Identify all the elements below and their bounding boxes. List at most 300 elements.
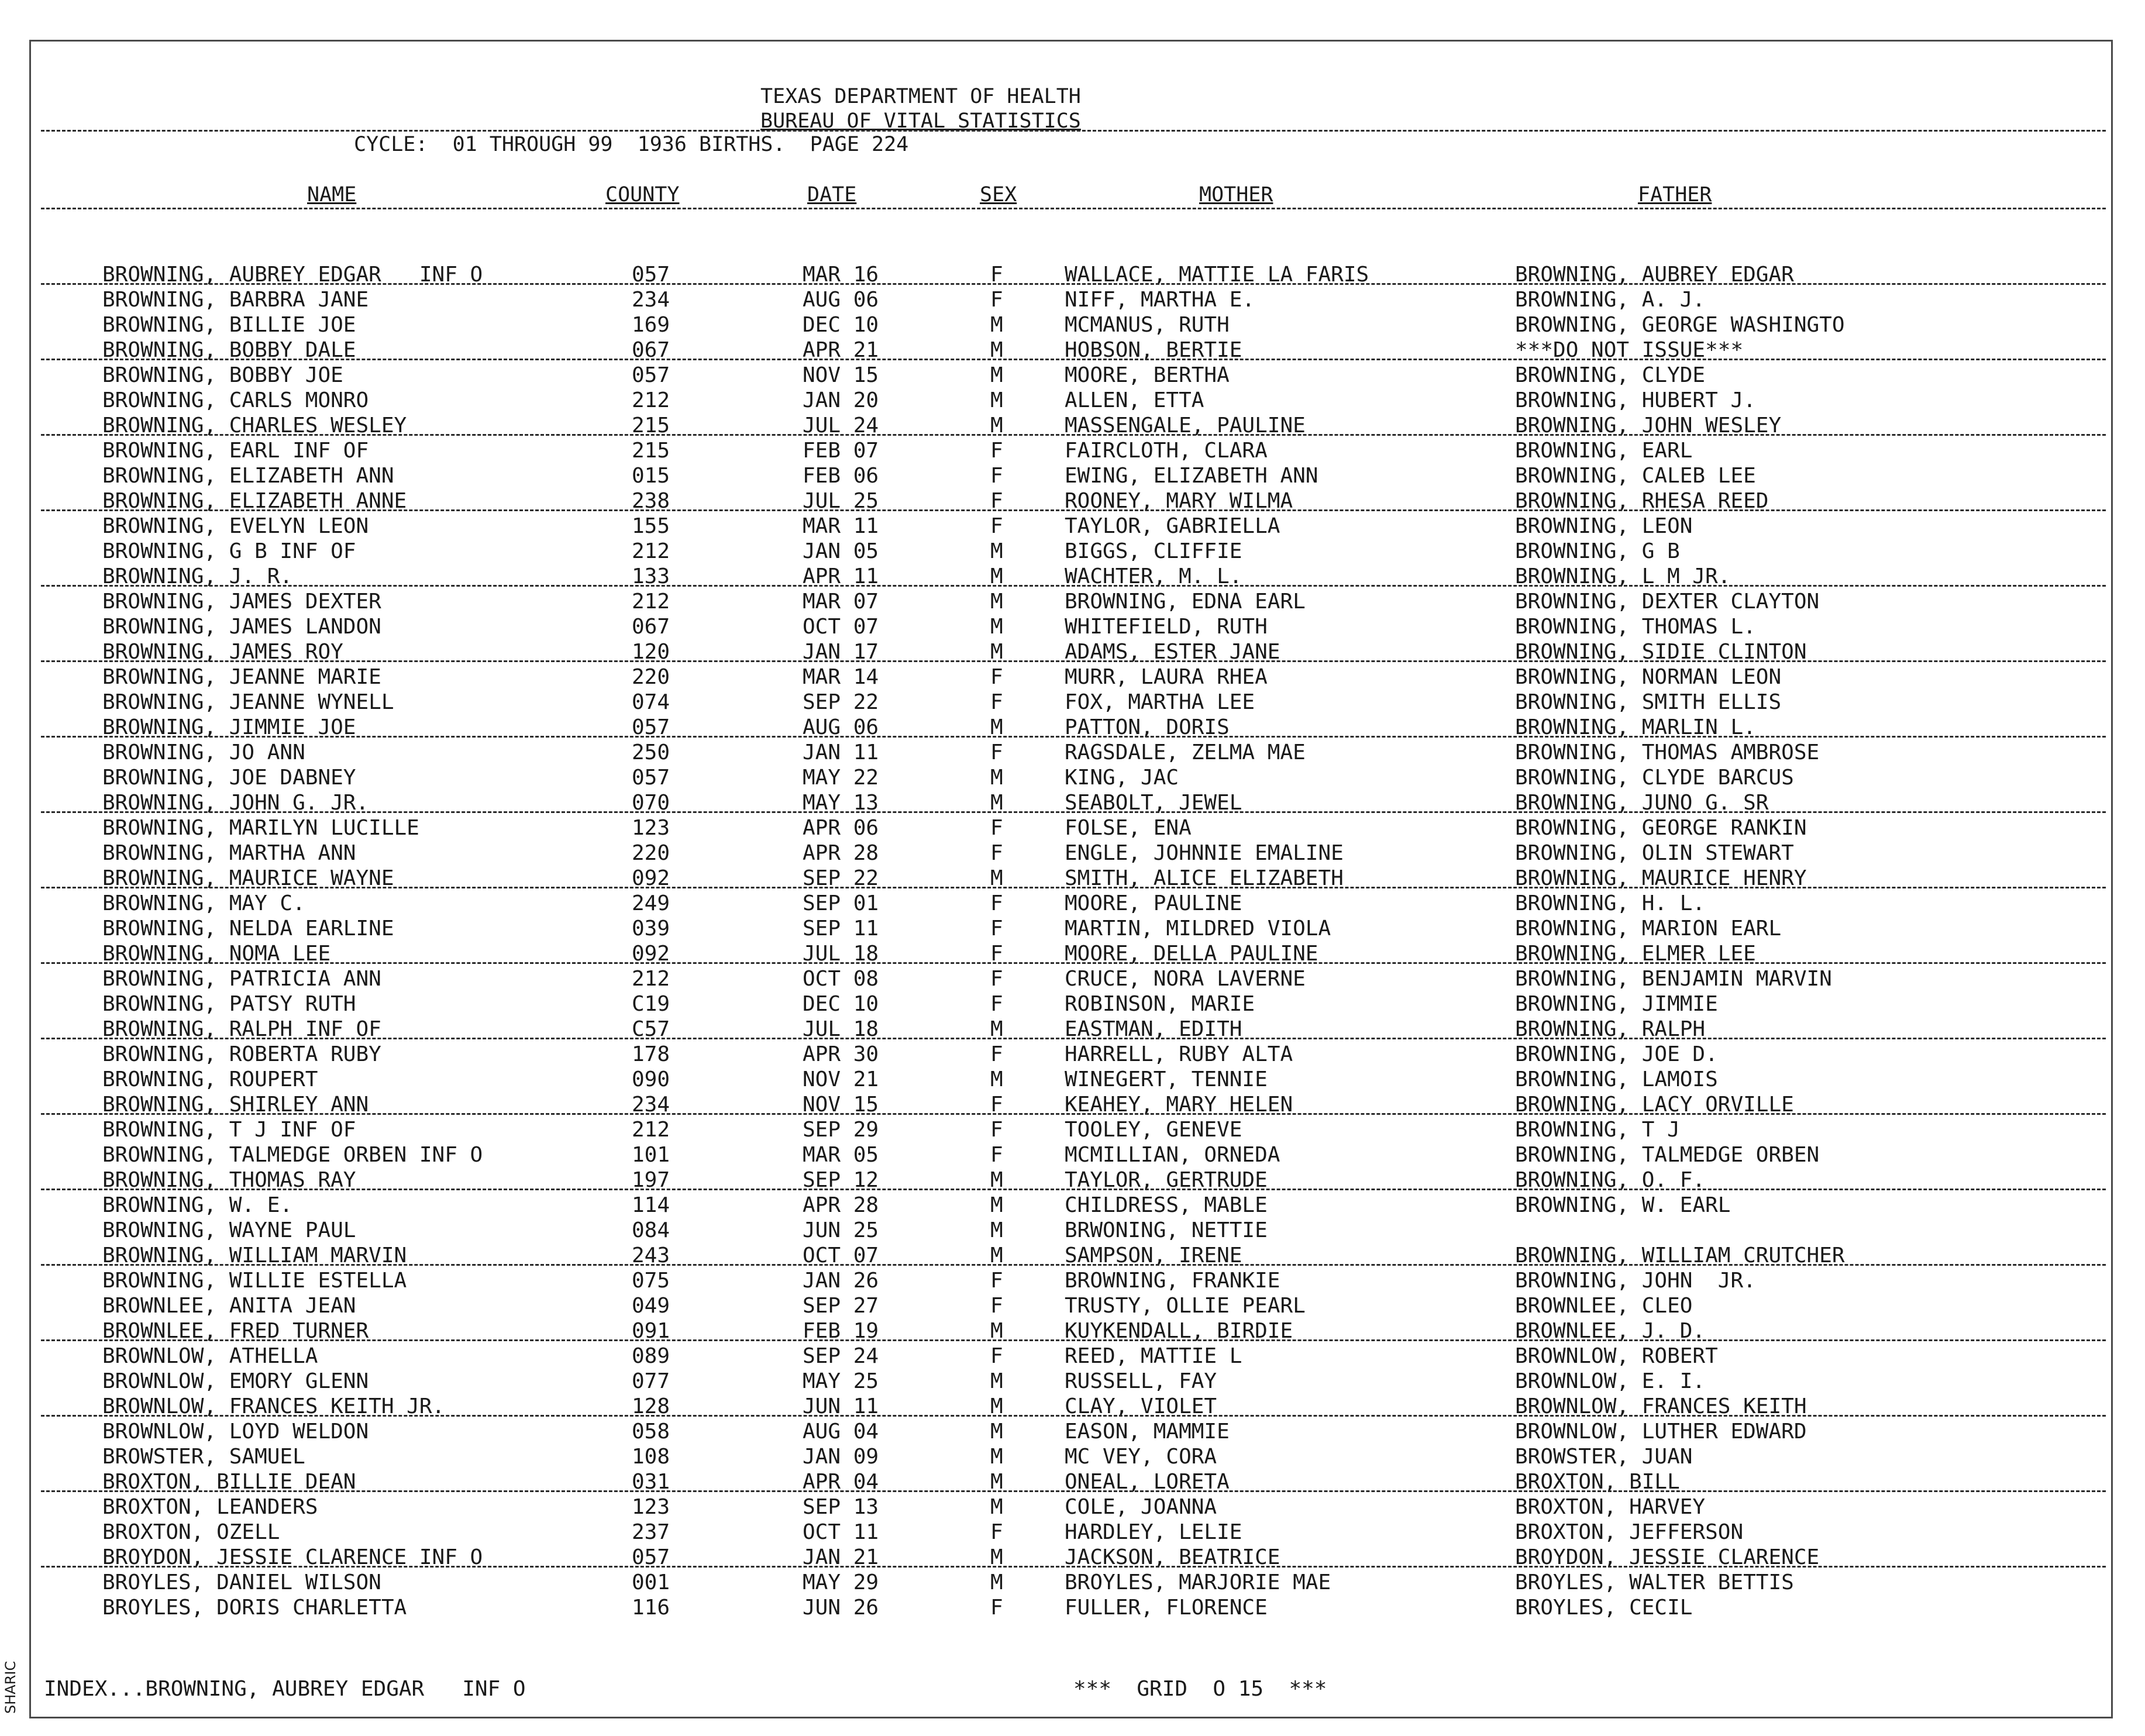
- table-row: [0, 287, 2145, 312]
- table-row: [0, 991, 2145, 1017]
- cell-name: BROWNING, PATSY RUTH: [102, 992, 356, 1016]
- cell-name: BROWNING, BILLIE JOE: [102, 313, 356, 337]
- table-row: [0, 589, 2145, 614]
- cell-sex: F: [990, 1344, 1003, 1368]
- column-header-sex: SEX: [980, 183, 1017, 206]
- cell-date: APR 28: [803, 1193, 879, 1217]
- cell-date: JAN 26: [803, 1269, 879, 1293]
- cell-county: 237: [632, 1520, 670, 1544]
- cell-sex: M: [990, 564, 1003, 588]
- table-row: [0, 1444, 2145, 1469]
- row-separator: [41, 283, 2106, 285]
- cell-sex: M: [990, 1017, 1003, 1041]
- cell-county: 123: [632, 1495, 670, 1519]
- table-row: [0, 539, 2145, 564]
- cell-county: 075: [632, 1269, 670, 1293]
- cell-county: 215: [632, 414, 670, 438]
- cell-date: SEP 01: [803, 891, 879, 915]
- cell-date: JUN 25: [803, 1218, 879, 1242]
- cell-name: BROWNING, T J INF OF: [102, 1118, 356, 1142]
- cell-father: BROWNLOW, E. I.: [1515, 1369, 1706, 1393]
- cell-mother: KING, JAC: [1065, 766, 1179, 790]
- cell-date: MAR 14: [803, 665, 879, 689]
- cell-date: NOV 21: [803, 1067, 879, 1091]
- cell-county: 015: [632, 464, 670, 488]
- cell-father: BROWNING, SMITH ELLIS: [1515, 690, 1782, 714]
- cell-county: 070: [632, 791, 670, 815]
- cell-sex: F: [990, 1118, 1003, 1142]
- table-row: [0, 438, 2145, 463]
- cell-mother: RUSSELL, FAY: [1065, 1369, 1217, 1393]
- table-row: [0, 1595, 2145, 1620]
- cell-date: APR 21: [803, 338, 879, 362]
- cell-sex: M: [990, 615, 1003, 639]
- cell-name: BROWNING, EARL INF OF: [102, 439, 369, 463]
- cell-date: OCT 07: [803, 615, 879, 639]
- header-department: TEXAS DEPARTMENT OF HEALTH: [760, 85, 1081, 108]
- cell-sex: F: [990, 1294, 1003, 1318]
- table-row: [0, 1369, 2145, 1394]
- row-separator: [41, 1339, 2106, 1341]
- cell-county: 057: [632, 363, 670, 387]
- cell-name: BROWNING, MAY C.: [102, 891, 305, 915]
- cell-father: BROWNING, WILLIAM CRUTCHER: [1515, 1244, 1845, 1267]
- cell-father: BROWNING, JOHN JR.: [1515, 1269, 1756, 1293]
- cell-mother: MCMILLIAN, ORNEDA: [1065, 1143, 1280, 1167]
- cell-sex: M: [990, 388, 1003, 412]
- cell-father: BROWNLEE, J. D.: [1515, 1319, 1706, 1343]
- cell-father: BROWNING, G B: [1515, 539, 1680, 563]
- cell-sex: M: [990, 1495, 1003, 1519]
- cell-name: BROWNING, TALMEDGE ORBEN INF O: [102, 1143, 483, 1167]
- row-separator: [41, 1264, 2106, 1266]
- cell-county: 092: [632, 942, 670, 966]
- cell-mother: ROONEY, MARY WILMA: [1065, 489, 1293, 513]
- cell-mother: PATTON, DORIS: [1065, 715, 1230, 739]
- cell-county: 212: [632, 590, 670, 614]
- cell-mother: TAYLOR, GERTRUDE: [1065, 1168, 1268, 1192]
- cell-name: BROYLES, DORIS CHARLETTA: [102, 1596, 407, 1620]
- cell-mother: ADAMS, ESTER JANE: [1065, 640, 1280, 664]
- cell-sex: F: [990, 740, 1003, 764]
- cell-date: APR 30: [803, 1042, 879, 1066]
- cell-name: BROWNING, WILLIAM MARVIN: [102, 1244, 407, 1267]
- cell-name: BROWNLOW, ATHELLA: [102, 1344, 318, 1368]
- cell-date: JUN 26: [803, 1596, 879, 1620]
- cell-date: DEC 10: [803, 992, 879, 1016]
- cell-father: BROWNING, BENJAMIN MARVIN: [1515, 967, 1832, 991]
- cell-name: BROWNING, ELIZABETH ANNE: [102, 489, 407, 513]
- cell-mother: FOX, MARTHA LEE: [1065, 690, 1255, 714]
- cell-date: JAN 17: [803, 640, 879, 664]
- cell-mother: BROYLES, MARJORIE MAE: [1065, 1570, 1331, 1594]
- cell-name: BROWNING, JOE DABNEY: [102, 766, 356, 790]
- cell-mother: WHITEFIELD, RUTH: [1065, 615, 1268, 639]
- cell-sex: M: [990, 1244, 1003, 1267]
- row-separator: [41, 736, 2106, 738]
- cell-county: 057: [632, 263, 670, 287]
- cell-name: BROWNING, AUBREY EDGAR INF O: [102, 263, 483, 287]
- cell-father: BROWNING, LAMOIS: [1515, 1067, 1718, 1091]
- cell-father: BROWNING, RALPH: [1515, 1017, 1706, 1041]
- cell-father: BROWNING, JIMMIE: [1515, 992, 1718, 1016]
- cell-mother: HARRELL, RUBY ALTA: [1065, 1042, 1293, 1066]
- cell-mother: MURR, LAURA RHEA: [1065, 665, 1268, 689]
- cell-mother: EASON, MAMMIE: [1065, 1420, 1230, 1444]
- cell-sex: F: [990, 917, 1003, 941]
- cell-sex: M: [990, 1067, 1003, 1091]
- cell-county: 084: [632, 1218, 670, 1242]
- cell-county: 178: [632, 1042, 670, 1066]
- cell-father: BROWNING, EARL: [1515, 439, 1693, 463]
- cell-mother: FULLER, FLORENCE: [1065, 1596, 1268, 1620]
- cell-county: 212: [632, 388, 670, 412]
- cell-mother: ROBINSON, MARIE: [1065, 992, 1255, 1016]
- cell-county: 197: [632, 1168, 670, 1192]
- table-row: [0, 765, 2145, 790]
- row-separator: [41, 811, 2106, 813]
- cell-mother: HARDLEY, LELIE: [1065, 1520, 1242, 1544]
- cell-county: 155: [632, 514, 670, 538]
- cell-name: BROWNING, WILLIE ESTELLA: [102, 1269, 407, 1293]
- cell-father: BROWNING, MARION EARL: [1515, 917, 1782, 941]
- cell-mother: SAMPSON, IRENE: [1065, 1244, 1242, 1267]
- cell-sex: M: [990, 640, 1003, 664]
- cell-county: 031: [632, 1470, 670, 1494]
- cell-mother: CLAY, VIOLET: [1065, 1394, 1217, 1418]
- cell-date: AUG 06: [803, 288, 879, 312]
- cell-sex: F: [990, 1093, 1003, 1117]
- cell-county: 049: [632, 1294, 670, 1318]
- cell-father: BROXTON, JEFFERSON: [1515, 1520, 1744, 1544]
- cell-father: BROWNING, CLYDE: [1515, 363, 1706, 387]
- cell-father: BROYLES, CECIL: [1515, 1596, 1693, 1620]
- cell-father: BROWNING, LEON: [1515, 514, 1693, 538]
- cell-county: 074: [632, 690, 670, 714]
- cell-father: BROWNING, MARLIN L.: [1515, 715, 1756, 739]
- cell-sex: M: [990, 1193, 1003, 1217]
- table-row: [0, 966, 2145, 991]
- cell-sex: F: [990, 967, 1003, 991]
- cell-sex: F: [990, 514, 1003, 538]
- cell-date: JAN 21: [803, 1545, 879, 1569]
- cell-mother: MARTIN, MILDRED VIOLA: [1065, 917, 1331, 941]
- cell-county: C19: [632, 992, 670, 1016]
- cell-name: BROWNING, ROBERTA RUBY: [102, 1042, 381, 1066]
- cell-father: BROWNING, W. EARL: [1515, 1193, 1731, 1217]
- cell-county: 067: [632, 615, 670, 639]
- cell-mother: BRWONING, NETTIE: [1065, 1218, 1268, 1242]
- table-row: [0, 1042, 2145, 1067]
- cell-county: 238: [632, 489, 670, 513]
- row-separator: [41, 962, 2106, 964]
- cell-county: 212: [632, 1118, 670, 1142]
- cell-name: BROWNLEE, ANITA JEAN: [102, 1294, 356, 1318]
- cell-father: BROWNING, TALMEDGE ORBEN: [1515, 1143, 1820, 1167]
- cell-sex: M: [990, 1445, 1003, 1469]
- cell-sex: F: [990, 263, 1003, 287]
- table-row: [0, 916, 2145, 941]
- cell-county: 212: [632, 967, 670, 991]
- cell-name: BROWNING, G B INF OF: [102, 539, 356, 563]
- cell-name: BROWNING, JO ANN: [102, 740, 305, 764]
- cell-date: SEP 27: [803, 1294, 879, 1318]
- cell-sex: M: [990, 766, 1003, 790]
- cell-mother: SEABOLT, JEWEL: [1065, 791, 1242, 815]
- cell-name: BROWNLOW, EMORY GLENN: [102, 1369, 369, 1393]
- header-divider-2: [41, 208, 2106, 209]
- cell-mother: BROWNING, EDNA EARL: [1065, 590, 1306, 614]
- table-row: [0, 1419, 2145, 1444]
- cell-sex: F: [990, 992, 1003, 1016]
- cell-date: MAR 05: [803, 1143, 879, 1167]
- cell-name: BROWNING, WAYNE PAUL: [102, 1218, 356, 1242]
- cell-father: BROWNING, RHESA REED: [1515, 489, 1769, 513]
- cell-county: 123: [632, 816, 670, 840]
- cell-name: BROWNING, MARILYN LUCILLE: [102, 816, 419, 840]
- cell-date: APR 04: [803, 1470, 879, 1494]
- cell-name: BROWNLOW, FRANCES KEITH JR.: [102, 1394, 445, 1418]
- cell-sex: M: [990, 539, 1003, 563]
- cell-father: BROWNING, JOHN WESLEY: [1515, 414, 1782, 438]
- cell-date: MAY 29: [803, 1570, 879, 1594]
- cell-name: BROWSTER, SAMUEL: [102, 1445, 305, 1469]
- table-row: [0, 1494, 2145, 1520]
- cell-county: 114: [632, 1193, 670, 1217]
- table-row: [0, 1268, 2145, 1293]
- cell-date: OCT 11: [803, 1520, 879, 1544]
- cell-sex: F: [990, 690, 1003, 714]
- cell-county: 169: [632, 313, 670, 337]
- cell-father: BROWNING, O. F.: [1515, 1168, 1706, 1192]
- cell-father: BROWNING, THOMAS L.: [1515, 615, 1756, 639]
- cell-county: 089: [632, 1344, 670, 1368]
- cell-father: BROYDON, JESSIE CLARENCE: [1515, 1545, 1820, 1569]
- cell-sex: M: [990, 1420, 1003, 1444]
- cell-father: BROWSTER, JUAN: [1515, 1445, 1693, 1469]
- cell-sex: M: [990, 590, 1003, 614]
- table-row: [0, 514, 2145, 539]
- cell-date: MAY 25: [803, 1369, 879, 1393]
- cell-sex: M: [990, 791, 1003, 815]
- cell-date: JUL 18: [803, 1017, 879, 1041]
- cell-name: BROWNING, JEANNE MARIE: [102, 665, 381, 689]
- row-separator: [41, 1490, 2106, 1492]
- cell-father: BROWNLOW, ROBERT: [1515, 1344, 1718, 1368]
- header-divider-1: [41, 130, 2106, 132]
- side-label: SHARIC: [2, 1661, 19, 1714]
- column-header-date: DATE: [807, 183, 857, 206]
- row-separator: [41, 660, 2106, 662]
- cell-sex: F: [990, 489, 1003, 513]
- cell-name: BROWNING, CARLS MONRO: [102, 388, 369, 412]
- cell-father: BROWNING, HUBERT J.: [1515, 388, 1756, 412]
- cell-name: BROWNLOW, LOYD WELDON: [102, 1420, 369, 1444]
- cell-name: BROWNING, JOHN G. JR.: [102, 791, 369, 815]
- cell-mother: MOORE, PAULINE: [1065, 891, 1242, 915]
- cell-mother: TRUSTY, OLLIE PEARL: [1065, 1294, 1306, 1318]
- row-separator: [41, 1189, 2106, 1190]
- cell-county: 133: [632, 564, 670, 588]
- cell-county: 001: [632, 1570, 670, 1594]
- cell-date: JAN 11: [803, 740, 879, 764]
- cell-sex: F: [990, 1520, 1003, 1544]
- cell-father: BROWNING, A. J.: [1515, 288, 1706, 312]
- cell-father: BROWNING, OLIN STEWART: [1515, 841, 1794, 865]
- table-row: [0, 891, 2145, 916]
- cell-father: BROWNLEE, CLEO: [1515, 1294, 1693, 1318]
- cell-mother: ONEAL, LORETA: [1065, 1470, 1230, 1494]
- cell-county: 243: [632, 1244, 670, 1267]
- cell-father: BROXTON, BILL: [1515, 1470, 1680, 1494]
- cell-mother: FAIRCLOTH, CLARA: [1065, 439, 1268, 463]
- cell-father: BROYLES, WALTER BETTIS: [1515, 1570, 1794, 1594]
- cell-date: FEB 07: [803, 439, 879, 463]
- cell-father: BROWNING, CALEB LEE: [1515, 464, 1756, 488]
- cell-date: JUL 25: [803, 489, 879, 513]
- cell-name: BROWNING, BOBBY DALE: [102, 338, 356, 362]
- cell-county: 077: [632, 1369, 670, 1393]
- cell-mother: BIGGS, CLIFFIE: [1065, 539, 1242, 563]
- cell-county: 092: [632, 866, 670, 890]
- cell-name: BROWNING, BOBBY JOE: [102, 363, 343, 387]
- cell-county: 039: [632, 917, 670, 941]
- cell-date: APR 06: [803, 816, 879, 840]
- cell-county: 250: [632, 740, 670, 764]
- cell-father: BROWNING, THOMAS AMBROSE: [1515, 740, 1820, 764]
- cell-date: APR 11: [803, 564, 879, 588]
- column-header-father: FATHER: [1638, 183, 1712, 206]
- cell-name: BROWNING, NELDA EARLINE: [102, 917, 394, 941]
- cell-county: 215: [632, 439, 670, 463]
- cell-father: BROWNING, GEORGE RANKIN: [1515, 816, 1807, 840]
- table-row: [0, 740, 2145, 765]
- cell-date: MAY 22: [803, 766, 879, 790]
- cell-name: BROYLES, DANIEL WILSON: [102, 1570, 381, 1594]
- cell-father: BROWNLOW, FRANCES KEITH: [1515, 1394, 1807, 1418]
- table-row: [0, 463, 2145, 488]
- cell-date: JUL 24: [803, 414, 879, 438]
- cell-name: BROWNING, ROUPERT: [102, 1067, 318, 1091]
- cell-county: C57: [632, 1017, 670, 1041]
- cell-father: BROWNING, ELMER LEE: [1515, 942, 1756, 966]
- cell-date: JUN 11: [803, 1394, 879, 1418]
- cell-name: BROXTON, OZELL: [102, 1520, 280, 1544]
- table-row: [0, 1570, 2145, 1595]
- cell-name: BROWNING, J. R.: [102, 564, 293, 588]
- table-row: [0, 1293, 2145, 1318]
- table-row: [0, 1067, 2145, 1092]
- cell-mother: SMITH, ALICE ELIZABETH: [1065, 866, 1344, 890]
- cell-mother: EASTMAN, EDITH: [1065, 1017, 1242, 1041]
- cell-father: BROWNING, AUBREY EDGAR: [1515, 263, 1794, 287]
- cell-mother: ENGLE, JOHNNIE EMALINE: [1065, 841, 1344, 865]
- row-separator: [41, 1415, 2106, 1417]
- cell-sex: M: [990, 1168, 1003, 1192]
- cell-sex: M: [990, 1570, 1003, 1594]
- cell-date: MAR 16: [803, 263, 879, 287]
- cell-county: 234: [632, 288, 670, 312]
- cell-county: 101: [632, 1143, 670, 1167]
- cell-sex: M: [990, 1545, 1003, 1569]
- cell-father: BROWNING, T J: [1515, 1118, 1680, 1142]
- cell-mother: CRUCE, NORA LAVERNE: [1065, 967, 1306, 991]
- cell-father: BROWNING, DEXTER CLAYTON: [1515, 590, 1820, 614]
- cell-name: BROWNING, JIMMIE JOE: [102, 715, 356, 739]
- cell-sex: M: [990, 1394, 1003, 1418]
- cell-mother: COLE, JOANNA: [1065, 1495, 1217, 1519]
- cell-name: BROWNING, JAMES DEXTER: [102, 590, 381, 614]
- cell-mother: MASSENGALE, PAULINE: [1065, 414, 1306, 438]
- table-row: [0, 1218, 2145, 1243]
- cell-mother: WALLACE, MATTIE LA FARIS: [1065, 263, 1369, 287]
- cell-date: NOV 15: [803, 363, 879, 387]
- cell-sex: M: [990, 313, 1003, 337]
- table-row: [0, 312, 2145, 337]
- cell-name: BROWNING, MARTHA ANN: [102, 841, 356, 865]
- cell-mother: KUYKENDALL, BIRDIE: [1065, 1319, 1293, 1343]
- cell-name: BROWNING, THOMAS RAY: [102, 1168, 356, 1192]
- cell-father: BROWNING, JOE D.: [1515, 1042, 1718, 1066]
- row-separator: [41, 887, 2106, 888]
- cell-sex: M: [990, 414, 1003, 438]
- cell-sex: F: [990, 665, 1003, 689]
- row-separator: [41, 1038, 2106, 1039]
- cell-name: BROWNING, EVELYN LEON: [102, 514, 369, 538]
- cell-county: 234: [632, 1093, 670, 1117]
- cell-sex: F: [990, 942, 1003, 966]
- cell-name: BROWNING, NOMA LEE: [102, 942, 331, 966]
- table-row: [0, 388, 2145, 413]
- cell-sex: M: [990, 1369, 1003, 1393]
- cell-mother: MCMANUS, RUTH: [1065, 313, 1230, 337]
- cell-sex: M: [990, 715, 1003, 739]
- cell-date: APR 28: [803, 841, 879, 865]
- row-separator: [41, 359, 2106, 360]
- cell-mother: FOLSE, ENA: [1065, 816, 1192, 840]
- cell-mother: MOORE, BERTHA: [1065, 363, 1230, 387]
- table-row: [0, 1520, 2145, 1545]
- cell-date: SEP 24: [803, 1344, 879, 1368]
- cell-name: BROWNING, JAMES LANDON: [102, 615, 381, 639]
- cell-mother: CHILDRESS, MABLE: [1065, 1193, 1268, 1217]
- row-separator: [41, 585, 2106, 587]
- cell-date: SEP 22: [803, 866, 879, 890]
- cell-mother: ALLEN, ETTA: [1065, 388, 1204, 412]
- cell-mother: KEAHEY, MARY HELEN: [1065, 1093, 1293, 1117]
- cell-sex: F: [990, 288, 1003, 312]
- cell-mother: NIFF, MARTHA E.: [1065, 288, 1255, 312]
- footer-grid: *** GRID O 15 ***: [1073, 1677, 1327, 1701]
- cell-date: MAR 07: [803, 590, 879, 614]
- cell-date: JAN 09: [803, 1445, 879, 1469]
- cell-name: BROXTON, LEANDERS: [102, 1495, 318, 1519]
- table-row: [0, 841, 2145, 866]
- cell-sex: M: [990, 866, 1003, 890]
- column-header-name: NAME: [307, 183, 357, 206]
- cell-father: BROWNING, L M JR.: [1515, 564, 1731, 588]
- table-row: [0, 614, 2145, 639]
- cell-date: OCT 07: [803, 1244, 879, 1267]
- cell-sex: M: [990, 1218, 1003, 1242]
- cell-county: 057: [632, 715, 670, 739]
- cell-date: SEP 29: [803, 1118, 879, 1142]
- table-row: [0, 664, 2145, 690]
- cell-county: 091: [632, 1319, 670, 1343]
- cell-mother: WINEGERT, TENNIE: [1065, 1067, 1268, 1091]
- cell-sex: M: [990, 1470, 1003, 1494]
- cell-name: BROWNING, MAURICE WAYNE: [102, 866, 394, 890]
